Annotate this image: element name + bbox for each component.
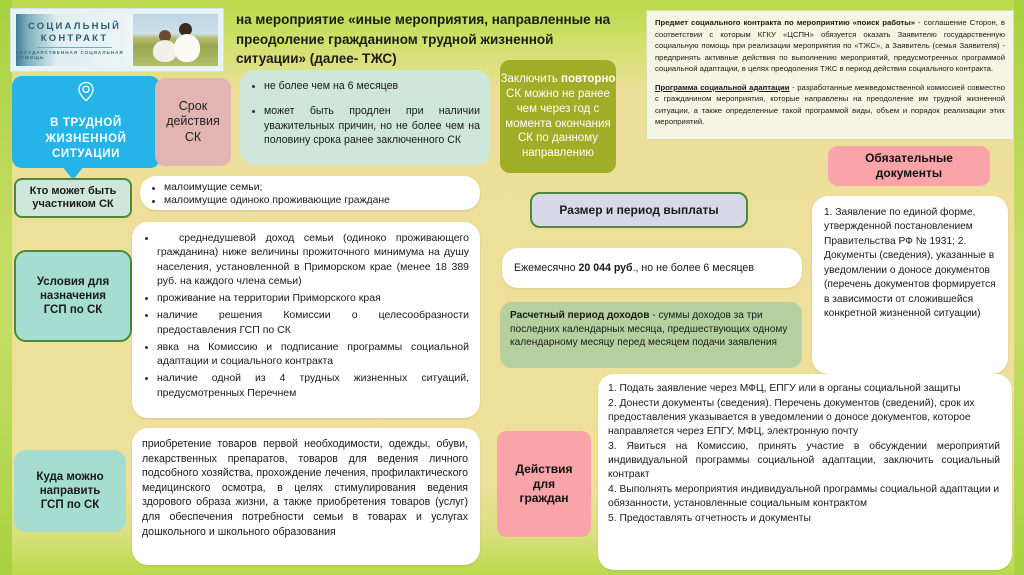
step-item: 1. Подать заявление через МФЦ, ЕПГУ или в органы социальной защиты (608, 383, 961, 394)
tjs-line-3: СИТУАЦИИ (52, 148, 120, 161)
srok-line-2: действия (166, 114, 220, 129)
repeat-pre: Заключить (500, 72, 562, 85)
list-item: малоимущие одиноко проживающие граждане (148, 194, 470, 207)
banner-subtitle: ГОСУДАРСТВЕННАЯ СОЦИАЛЬНАЯ ПОМОЩЬ (16, 49, 124, 60)
list-item: проживание на территории Приморского края (141, 291, 469, 305)
participants-list-card (140, 176, 480, 210)
sk-duration-details (240, 70, 490, 165)
step-item: 3. Явиться на Комиссию, принять участие в обсуждении мероприятий индивидуальной программы социальной адаптации, заключить социальный контракт (608, 441, 1000, 480)
required-docs-line-1: Обязательные (865, 151, 953, 166)
monthly-payment-card (502, 248, 802, 288)
income-period-card (500, 302, 802, 368)
usage-line-1: Куда можно (36, 470, 104, 483)
usage-line-2: направить (39, 484, 101, 497)
banner-inner (16, 14, 218, 66)
conditions-line-2: назначения (39, 289, 107, 302)
citizen-actions-label (497, 431, 591, 537)
banner-photo-couple (133, 14, 218, 66)
tjs-status-card (12, 76, 160, 168)
list-item: явка на Комиссию и подписание программы социальной адаптации и социального контракта (141, 340, 469, 369)
step-item: 5. Предоставлять отчетность и документы (608, 513, 811, 524)
citizen-actions-steps (598, 374, 1012, 570)
usage-description-card: приобретение товаров первой необходимости, одежды, обуви, лекарственных препаратов, товаров для ведения личного подсобного хозяйства, прохождение лечения, профилактического медицинского осмотра, в целях стимулирования ведения здорового образа жизни, а также приобретения товаров (услуг) для обеспечения потребности семьи в товарах и услугах дошкольного и школьного образования (132, 428, 480, 565)
payment-pre: Ежемесячно (514, 262, 579, 274)
required-documents-card: 1. Заявление по единой форме, утвержденной постановлением Правительства РФ № 1931; 2. Документы (сведения), указанные в уведомлении о доносе документов (перечень документов формируется в зависимости от сложившейся конкретной жизненной ситуации) (812, 196, 1008, 374)
page-title: на мероприятие «иные мероприятия, направленные на преодоление гражданином трудной жизненной ситуации» (далее- ТЖС) (236, 12, 611, 67)
participants-label (14, 178, 132, 218)
repeat-bold: повторно (561, 72, 616, 85)
payment-post: ., но не более 6 месяцев (632, 262, 754, 274)
definition-subject-body: - соглашение Сторон, в соответствии с которым КГКУ «ЦСПН» обязуется оказать Заявителю государственную социальную помощь при реализации мероприятия по «ТЖС», а Заявитель (семья Заявителя) - предпринять активные действия по выполнению мероприятий, предусмотренных программой социальной адаптации, в целях преодоления ТЖС в период действия социального контракта. (655, 18, 1005, 74)
sk-duration-list (248, 79, 480, 147)
conditions-list-card (132, 222, 480, 418)
list-item: может быть продлен при наличии уважительных причин, но не более чем на половину срока ранее заключенного СК (248, 104, 480, 147)
list-item: среднедушевой доход семьи (одиноко проживающего гражданина) ниже величины прожиточного минимума на душу населения, установленной в Приморском крае (менее 18 389 руб. на каждого члена семьи) (141, 231, 469, 288)
participants-line-1: Кто может быть (29, 184, 117, 197)
banner-divider (37, 47, 112, 48)
list-item: не более чем на 6 месяцев (248, 79, 480, 93)
definition-program (655, 82, 1005, 128)
step-item: 4. Выполнять мероприятия индивидуальной программы социальной адаптации и обязанности, установленные социальным контрактом (608, 484, 1000, 509)
income-period-body: - суммы доходов за три последних календарных месяца, предшествующих одному календарному месяцу перед месяцем подачи заявления (510, 310, 788, 349)
participants-line-2: участником СК (32, 198, 114, 210)
banner-text-area (16, 14, 133, 66)
conditions-line-3: ГСП по СК (43, 304, 103, 316)
conditions-line-1: Условия для (36, 275, 110, 288)
srok-line-1: Срок (178, 99, 208, 114)
banner-title-line2: КОНТРАКТ (40, 32, 109, 44)
actions-line-2: для (532, 476, 556, 491)
definition-program-term: Программа социальной адаптации (655, 82, 790, 92)
payment-amount: 20 044 руб (578, 262, 633, 274)
required-documents-label (828, 146, 990, 186)
banner-title-line1: СОЦИАЛЬНЫЙ (27, 20, 122, 32)
social-contract-banner (10, 8, 224, 72)
srok-line-3: СК (184, 129, 202, 144)
usage-line-3: ГСП по СК (40, 499, 100, 511)
list-item: малоимущие семьи; (148, 181, 470, 194)
definition-program-body: - разработанные межведомственной комиссией совместно с гражданином мероприятия, которые направлены на преодоление им трудной жизненной ситуации, а также определенные такой программой виды, объем и порядок реализации этих мероприятий. (655, 82, 1005, 127)
location-pin-icon (76, 81, 96, 111)
actions-line-1: Действия (515, 462, 573, 477)
tjs-line-2: ЖИЗНЕННОЙ (45, 132, 127, 145)
repeat-contract-card (500, 60, 616, 173)
sk-duration-label (155, 78, 231, 166)
definition-subject-term: Предмет социального контракта по мероприятию «поиск работы» (655, 18, 916, 27)
repeat-post: СК можно не ранее чем через год с момента окончания СК по данному направлению (505, 87, 611, 160)
payment-amount-label: Размер и период выплаты (530, 192, 748, 228)
income-period-term: Расчетный период доходов (510, 310, 650, 321)
actions-line-3: граждан (519, 491, 569, 506)
list-item: наличие одной из 4 трудных жизненных ситуаций, предусмотренных Перечнем (141, 371, 469, 400)
usage-label (14, 450, 126, 532)
list-item: наличие решения Комиссии о целесообразности предоставления ГСП по СК (141, 308, 469, 337)
definition-subject (655, 17, 1005, 75)
tjs-line-1: В ТРУДНОЙ (50, 116, 122, 129)
definitions-panel (646, 10, 1014, 140)
step-item: 2. Донести документы (сведения). Перечень документов (сведений), срок их предоставления указывается в уведомлении о доносе документов, которое направляется через ЕПГУ, МФЦ, электронную почту (608, 398, 975, 437)
required-docs-line-2: документы (875, 166, 943, 180)
conditions-label (14, 250, 132, 342)
participants-list (148, 181, 470, 207)
conditions-list (141, 231, 469, 400)
